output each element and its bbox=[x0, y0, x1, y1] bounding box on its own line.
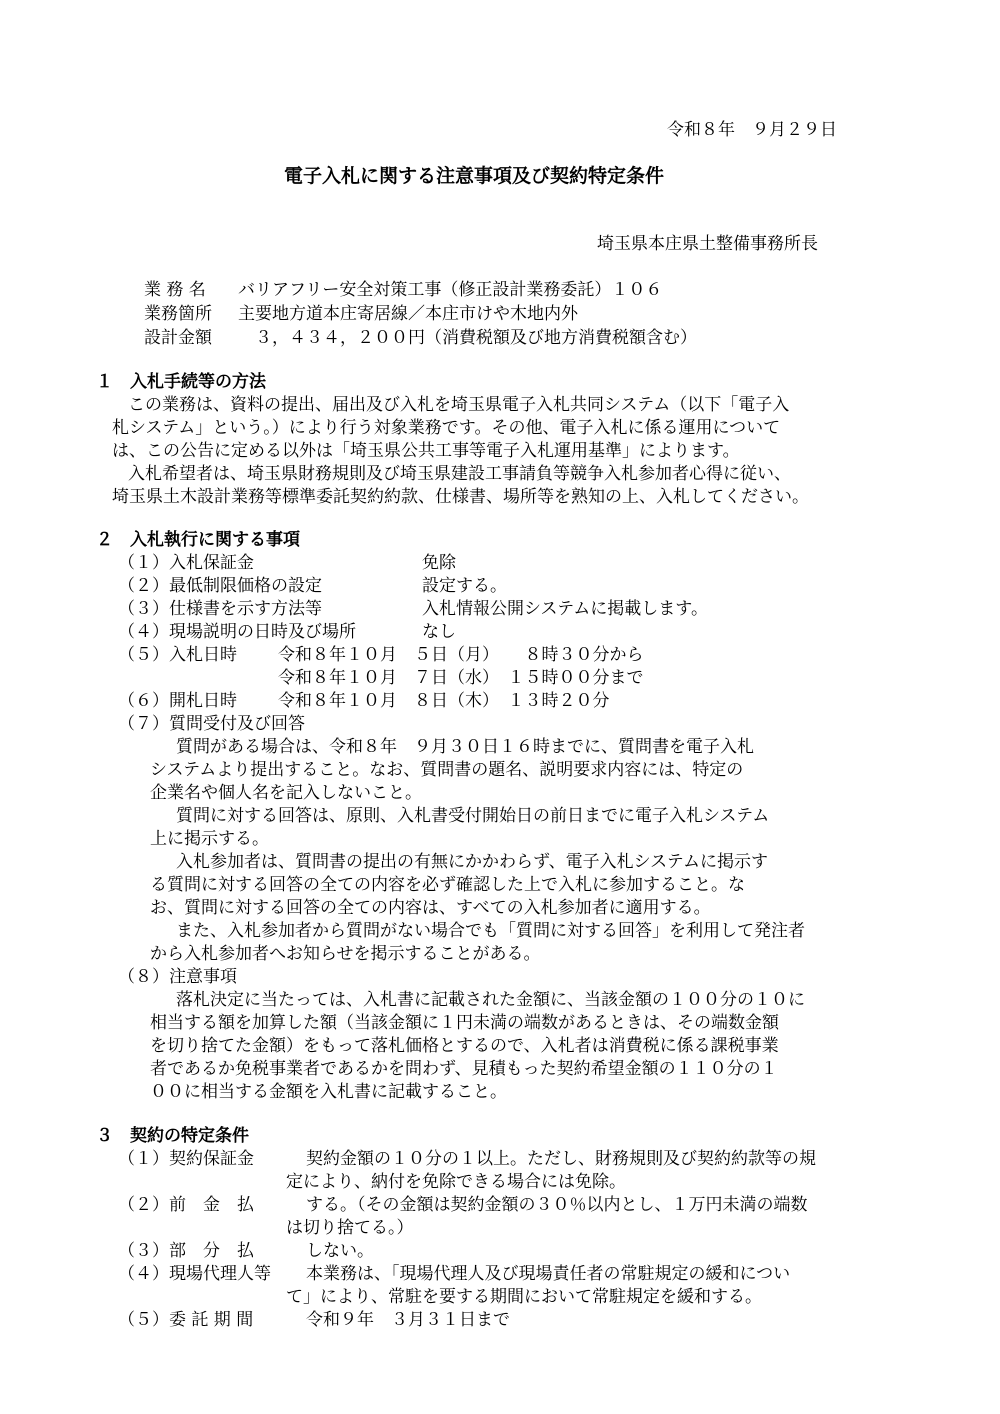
condition-line: 定により、納付を免除できる場合には免除。 bbox=[286, 1172, 626, 1192]
item-value: 設定する。 bbox=[422, 576, 507, 596]
condition-label: （１）契約保証金 bbox=[118, 1149, 254, 1169]
section-1-line: は、この公告に定める以外は「埼玉県公共工事等電子入札運用基準」によります。 bbox=[112, 441, 740, 461]
section-3-heading: ３ 契約の特定条件 bbox=[96, 1126, 249, 1146]
item-label: （１）入札保証金 bbox=[118, 553, 254, 573]
questions-line: 質問がある場合は、令和８年 ９月３０日１６時までに、質問書を電子入札 bbox=[176, 737, 754, 757]
document-date: 令和８年 ９月２９日 bbox=[667, 120, 837, 140]
item-value: 免除 bbox=[422, 553, 456, 573]
questions-line: 質問に対する回答は、原則、入札書受付開始日の前日までに電子入札システム bbox=[176, 806, 770, 826]
document-title: 電子入札に関する注意事項及び契約特定条件 bbox=[284, 165, 665, 187]
condition-line: しない。 bbox=[306, 1241, 374, 1261]
item-label: （３）仕様書を示す方法等 bbox=[118, 599, 322, 619]
item-value: 入札情報公開システムに掲載します。 bbox=[422, 599, 708, 619]
bid-datetime-label: （５）入札日時 bbox=[118, 645, 237, 665]
bid-datetime-start: 令和８年１０月 ５日（月） ８時３０分から bbox=[278, 645, 644, 665]
questions-line: お、質問に対する回答の全ての内容は、すべての入札参加者に適用する。 bbox=[150, 898, 711, 918]
info-label-location: 業務箇所 bbox=[144, 304, 212, 324]
opening-datetime-label: （６）開札日時 bbox=[118, 691, 237, 711]
item-label: （２）最低制限価格の設定 bbox=[118, 576, 322, 596]
section-2-heading: ２ 入札執行に関する事項 bbox=[96, 530, 300, 550]
info-label-design-amount: 設計金額 bbox=[144, 328, 212, 348]
bid-datetime-end: 令和８年１０月 ７日（水） １５時００分まで bbox=[278, 668, 644, 688]
questions-line: 企業名や個人名を記入しないこと。 bbox=[150, 783, 422, 803]
info-label-work-name: 業 務 名 bbox=[144, 280, 206, 300]
info-value-work-name: バリアフリー安全対策工事（修正設計業務委託）１０６ bbox=[238, 280, 663, 300]
questions-line: から入札参加者へお知らせを掲示することがある。 bbox=[150, 944, 541, 964]
condition-label: （２）前 金 払 bbox=[118, 1195, 254, 1215]
condition-line: は切り捨てる。） bbox=[286, 1218, 414, 1238]
questions-line: 上に掲示する。 bbox=[150, 829, 269, 849]
notes-line: ００に相当する金額を入札書に記載すること。 bbox=[150, 1082, 507, 1102]
notes-line: 者であるか免税事業者であるかを問わず、見積もった契約希望金額の１１０分の１ bbox=[150, 1059, 778, 1079]
condition-label: （３）部 分 払 bbox=[118, 1241, 254, 1261]
opening-datetime-value: 令和８年１０月 ８日（木） １３時２０分 bbox=[278, 691, 610, 711]
condition-label: （５）委 託 期 間 bbox=[118, 1310, 254, 1330]
condition-line: 本業務は、「現場代理人及び現場責任者の常駐規定の緩和につい bbox=[306, 1264, 791, 1284]
condition-line: て」により、常駐を要する期間において常駐規定を緩和する。 bbox=[286, 1287, 762, 1307]
questions-line: る質問に対する回答の全ての内容を必ず確認した上で入札に参加すること。な bbox=[150, 875, 745, 895]
questions-line: 入札参加者は、質問書の提出の有無にかかわらず、電子入札システムに掲示す bbox=[176, 852, 768, 872]
item-label: （４）現場説明の日時及び場所 bbox=[118, 622, 356, 642]
section-1-line: 入札希望者は、埼玉県財務規則及び埼玉県建設工事請負等競争入札参加者心得に従い、 bbox=[128, 464, 791, 484]
item-value: なし bbox=[422, 622, 456, 642]
questions-line: システムより提出すること。なお、質問書の題名、説明要求内容には、特定の bbox=[150, 760, 744, 780]
condition-line: 契約金額の１０分の１以上。ただし、財務規則及び契約約款等の規 bbox=[306, 1149, 816, 1169]
questions-label: （７）質問受付及び回答 bbox=[118, 714, 305, 734]
notes-line: を切り捨てた金額）をもって落札価格とするので、入札者は消費税に係る課税事業 bbox=[150, 1036, 779, 1056]
questions-line: また、入札参加者から質問がない場合でも「質問に対する回答」を利用して発注者 bbox=[176, 921, 805, 941]
notes-label: （８）注意事項 bbox=[118, 967, 237, 987]
section-1-line: 埼玉県土木設計業務等標準委託契約約款、仕様書、場所等を熟知の上、入札してください。 bbox=[112, 487, 809, 507]
notes-line: 落札決定に当たっては、入札書に記載された金額に、当該金額の１００分の１０に bbox=[176, 990, 805, 1010]
notes-line: 相当する額を加算した額（当該金額に１円未満の端数があるときは、その端数金額 bbox=[150, 1013, 779, 1033]
info-value-design-amount: ３，４３４，２００円（消費税額及び地方消費税額含む） bbox=[238, 328, 697, 348]
section-1-line: この業務は、資料の提出、届出及び入札を埼玉県電子入札共同システム（以下「電子入 bbox=[128, 395, 790, 415]
condition-line: する。（その金額は契約金額の３０％以内とし、１万円未満の端数 bbox=[306, 1195, 808, 1215]
issuer-name: 埼玉県本庄県土整備事務所長 bbox=[597, 234, 818, 254]
condition-line: 令和９年 ３月３１日まで bbox=[306, 1310, 510, 1330]
section-1-line: 札システム」という。）により行う対象業務です。その他、電子入札に係る運用について bbox=[112, 418, 781, 438]
info-value-location: 主要地方道本庄寄居線／本庄市けや木地内外 bbox=[238, 304, 578, 324]
section-1-heading: １ 入札手続等の方法 bbox=[96, 372, 266, 392]
condition-label: （４）現場代理人等 bbox=[118, 1264, 271, 1284]
